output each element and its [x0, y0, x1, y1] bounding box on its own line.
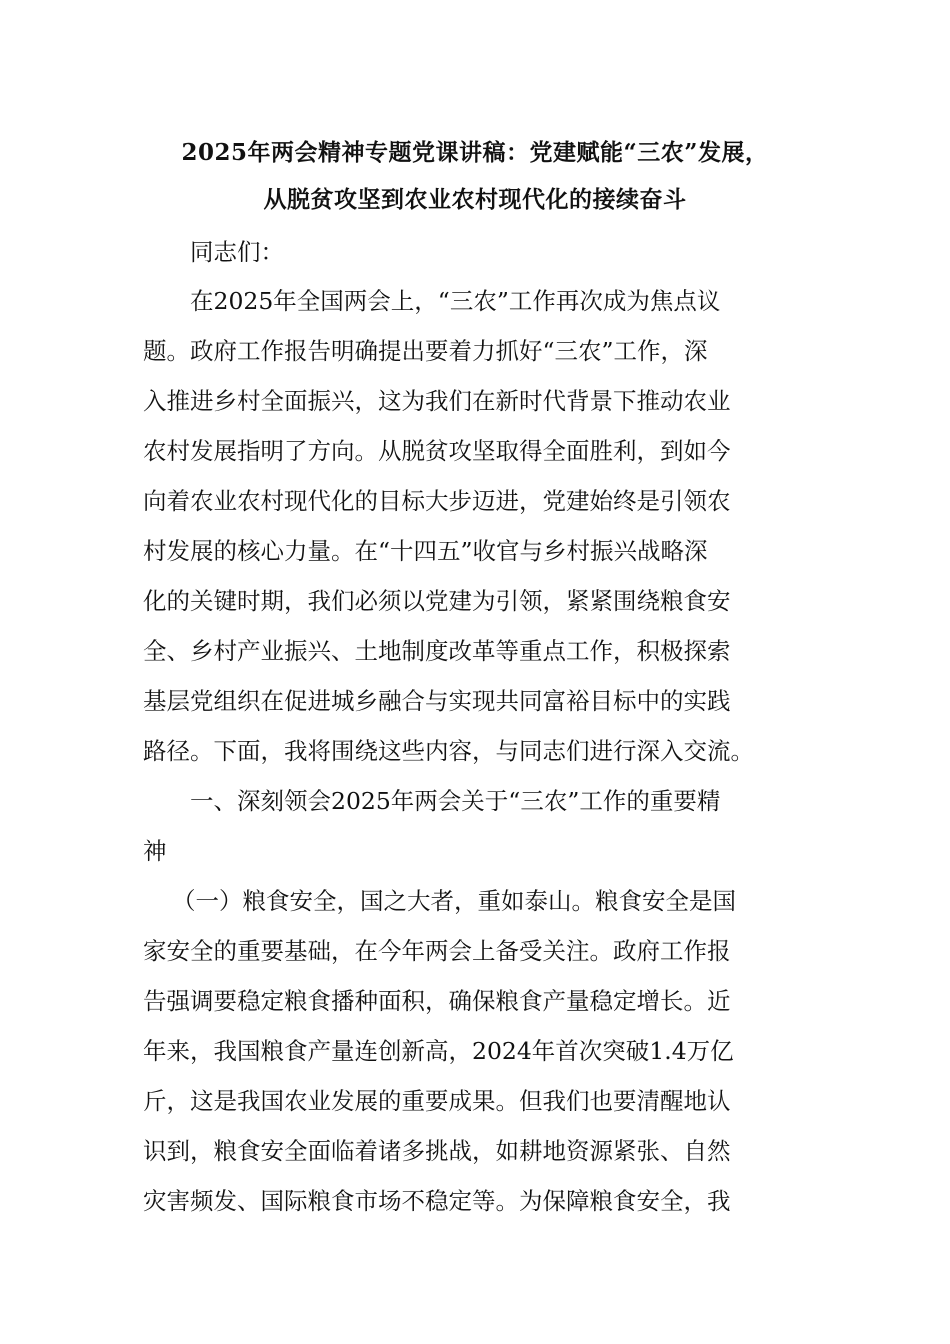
paragraph-line: 基层党组织在促进城乡融合与实现共同富裕目标中的实践	[143, 687, 731, 715]
paragraph-line: 家安全的重要基础，在今年两会上备受关注。政府工作报	[143, 937, 731, 965]
document-title-line-1: 2025年两会精神专题党课讲稿：党建赋能“三农”发展，	[181, 139, 769, 166]
paragraph-line: 全、乡村产业振兴、土地制度改革等重点工作，积极探索	[143, 637, 731, 665]
section-heading-continuation: 神	[143, 837, 167, 865]
paragraph-line: 识到，粮食安全面临着诸多挑战，如耕地资源紧张、自然	[143, 1137, 731, 1165]
paragraph-line: 入推进乡村全面振兴，这为我们在新时代背景下推动农业	[143, 387, 731, 415]
document-title-line-2: 从脱贫攻坚到农业农村现代化的接续奋斗	[263, 186, 687, 213]
paragraph-line: 在2025年全国两会上，“三农”工作再次成为焦点议	[190, 287, 721, 315]
paragraph-line: 村发展的核心力量。在“十四五”收官与乡村振兴战略深	[143, 537, 708, 565]
paragraph-line: 路径。下面，我将围绕这些内容，与同志们进行深入交流。	[143, 737, 754, 765]
paragraph-line: 化的关键时期，我们必须以党建为引领，紧紧围绕粮食安	[143, 587, 731, 615]
paragraph-line: 向着农业农村现代化的目标大步迈进，党建始终是引领农	[143, 487, 731, 515]
paragraph-line: 年来，我国粮食产量连创新高，2024年首次突破1.4万亿	[143, 1037, 734, 1065]
section-heading: 一、深刻领会2025年两会关于“三农”工作的重要精	[190, 787, 721, 815]
paragraph-line: 灾害频发、国际粮食市场不稳定等。为保障粮食安全，我	[143, 1187, 731, 1215]
paragraph-line: 告强调要稳定粮食播种面积，确保粮食产量稳定增长。近	[143, 987, 731, 1015]
paragraph-line: 斤，这是我国农业发展的重要成果。但我们也要清醒地认	[143, 1087, 731, 1115]
subsection-line: （一）粮食安全，国之大者，重如泰山。粮食安全是国	[172, 887, 736, 915]
paragraph-line: 题。政府工作报告明确提出要着力抓好“三农”工作，深	[143, 337, 708, 365]
greeting: 同志们：	[190, 238, 284, 266]
paragraph-line: 农村发展指明了方向。从脱贫攻坚取得全面胜利，到如今	[143, 437, 731, 465]
